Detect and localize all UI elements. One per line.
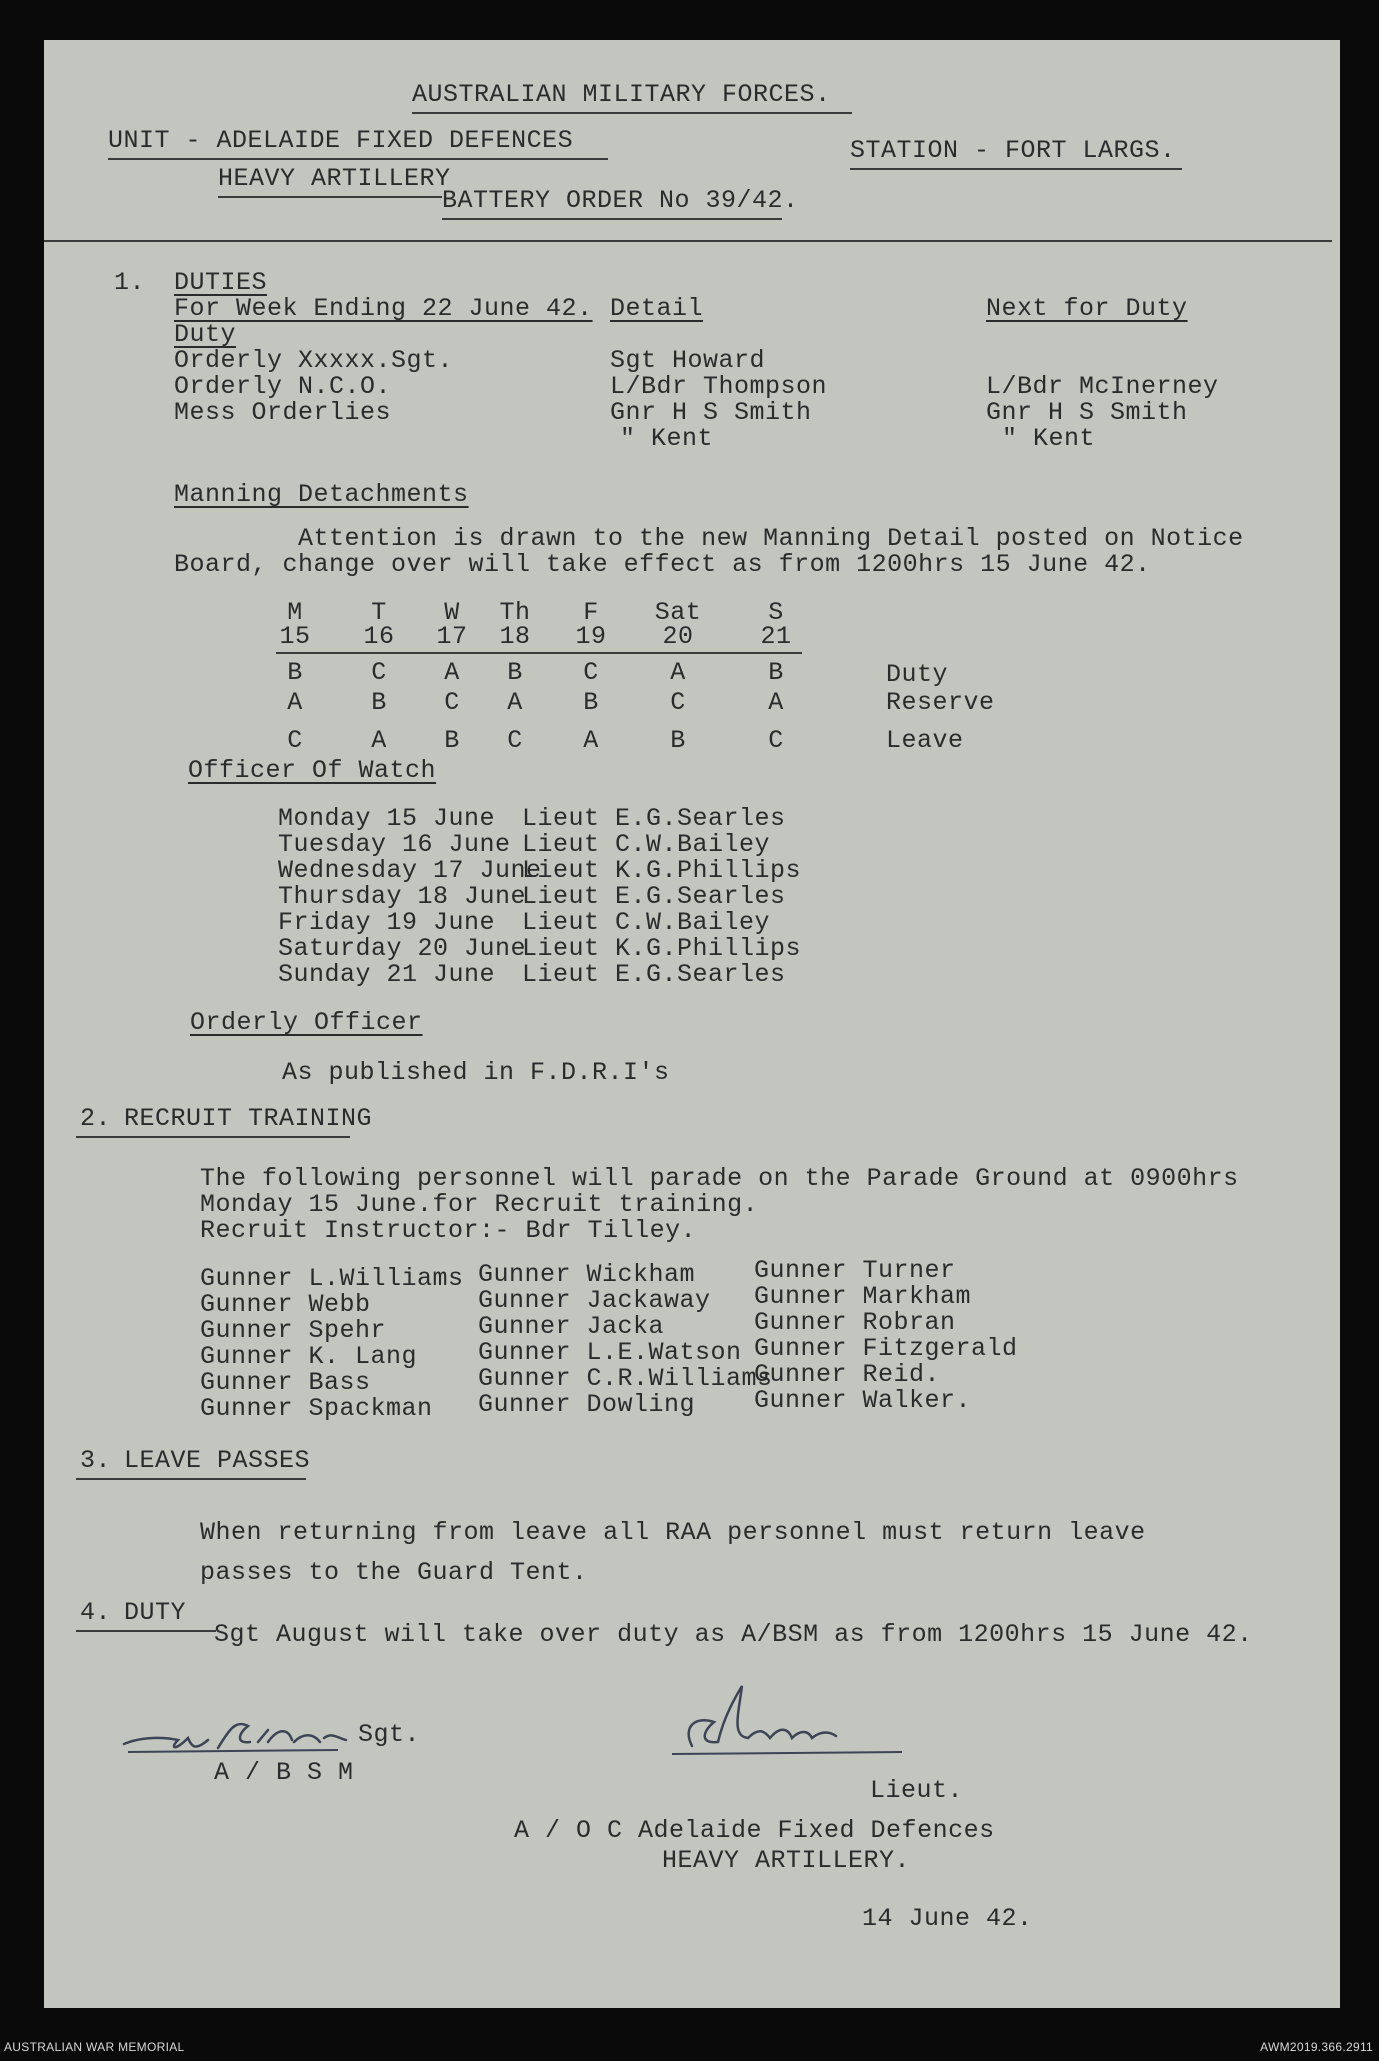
roster-day: S (768, 598, 784, 627)
section-2-underline (76, 1136, 350, 1138)
roster-leave-cell: B (670, 726, 686, 755)
next-for-duty-header: Next for Duty (986, 294, 1188, 323)
watch-officer: Lieut E.G.Searles (522, 960, 786, 989)
recruit-name: Gunner Spackman (200, 1394, 433, 1423)
battery-order-number: BATTERY ORDER No 39/42. (442, 186, 799, 215)
roster-leave-cell: A (583, 726, 599, 755)
duty-cell: Orderly Xxxxx.Sgt. (174, 346, 454, 375)
section-3-number: 3. (80, 1446, 112, 1475)
recruit-name: Gunner Reid. (754, 1360, 941, 1389)
orderly-officer-heading: Orderly Officer (190, 1008, 423, 1037)
duty-cell: Mess Orderlies (174, 398, 392, 427)
unit-underline (108, 158, 608, 160)
recruit-text-line-1: The following personnel will parade on the Parade Ground at 0900hrs (200, 1164, 1239, 1193)
unit-line: UNIT - ADELAIDE FIXED DEFENCES (108, 126, 574, 155)
roster-reserve-cell: B (371, 688, 387, 717)
recruit-name: Gunner Turner (754, 1256, 956, 1285)
watch-day: Thursday 18 June (278, 882, 527, 911)
roster-date: 20 (662, 622, 694, 651)
footer-credit: AUSTRALIAN WAR MEMORIAL (4, 2040, 185, 2054)
officer-of-watch-heading: Officer Of Watch (188, 756, 437, 785)
recruit-name: Gunner Walker. (754, 1386, 972, 1415)
section-4-heading: DUTY (124, 1598, 187, 1627)
roster-reserve-cell: A (287, 688, 303, 717)
roster-leave-cell: C (768, 726, 784, 755)
recruit-name: Gunner K. Lang (200, 1342, 418, 1371)
roster-duty-cell: A (670, 658, 686, 687)
orderly-officer-text: As published in F.D.R.I's (282, 1058, 670, 1087)
recruit-name: Gunner Spehr (200, 1316, 387, 1345)
bsm-rank: Sgt. (358, 1720, 421, 1749)
roster-duty-cell: B (768, 658, 784, 687)
roster-reserve-cell: C (444, 688, 460, 717)
recruit-name: Gunner Webb (200, 1290, 371, 1319)
roster-duty-cell: C (583, 658, 599, 687)
section-1-number: 1. (114, 268, 146, 297)
next-cell: L/Bdr McInerney (986, 372, 1219, 401)
header-rule (44, 240, 1332, 242)
detail-cell: Sgt Howard (610, 346, 766, 375)
watch-day: Friday 19 June (278, 908, 496, 937)
roster-date: 15 (279, 622, 311, 651)
roster-date: 16 (363, 622, 395, 651)
leave-passes-line-1: When returning from leave all RAA personnel must return leave (200, 1518, 1146, 1547)
recruit-name: Gunner Dowling (478, 1390, 696, 1419)
roster-reserve-cell: A (768, 688, 784, 717)
recruit-name: Gunner Robran (754, 1308, 956, 1337)
roster-leave-cell: A (371, 726, 387, 755)
roster-day: T (371, 598, 387, 627)
order-date: 14 June 42. (862, 1904, 1033, 1933)
recruit-name: Gunner C.R.Williams (478, 1364, 773, 1393)
section-2-heading: RECRUIT TRAINING (124, 1104, 373, 1133)
week-ending: For Week Ending 22 June 42. (174, 294, 593, 323)
recruit-name: Gunner Jacka (478, 1312, 665, 1341)
recruit-instructor: Recruit Instructor:- Bdr Tilley. (200, 1216, 697, 1245)
lieut-signature (652, 1676, 932, 1776)
section-3-heading: LEAVE PASSES (124, 1446, 311, 1475)
recruit-name: Gunner Wickham (478, 1260, 696, 1289)
section-4-underline (76, 1630, 216, 1632)
document-page (44, 40, 1340, 2008)
footer-accession-number: AWM2019.366.2911 (1260, 2040, 1373, 2054)
roster-duty-cell: B (507, 658, 523, 687)
oc-title-line-2: HEAVY ARTILLERY. (662, 1846, 911, 1875)
section-1-heading: DUTIES (174, 268, 268, 297)
manning-detachments-heading: Manning Detachments (174, 480, 469, 509)
station-underline (850, 168, 1182, 170)
section-2-number: 2. (80, 1104, 112, 1133)
roster-day: Th (499, 598, 531, 627)
watch-officer: Lieut E.G.Searles (522, 882, 786, 911)
lieut-rank: Lieut. (870, 1776, 964, 1805)
roster-day: M (287, 598, 303, 627)
oc-title-line-1: A / O C Adelaide Fixed Defences (514, 1816, 995, 1845)
recruit-name: Gunner L.Williams (200, 1264, 464, 1293)
roster-label-duty: Duty (886, 660, 949, 689)
leave-passes-line-2: passes to the Guard Tent. (200, 1558, 588, 1587)
roster-date: 21 (760, 622, 792, 651)
roster-date: 17 (436, 622, 468, 651)
bsm-title: A / B S M (214, 1758, 354, 1787)
roster-duty-cell: A (444, 658, 460, 687)
watch-day: Sunday 21 June (278, 960, 496, 989)
roster-label-reserve: Reserve (886, 688, 995, 717)
watch-day: Tuesday 16 June (278, 830, 511, 859)
roster-duty-cell: C (371, 658, 387, 687)
watch-officer: Lieut E.G.Searles (522, 804, 786, 833)
recruit-name: Gunner Fitzgerald (754, 1334, 1018, 1363)
watch-day: Wednesday 17 June (278, 856, 542, 885)
roster-day: W (444, 598, 460, 627)
roster-day: Sat (654, 598, 702, 627)
roster-label-leave: Leave (886, 726, 964, 755)
roster-reserve-cell: A (507, 688, 523, 717)
roster-leave-cell: B (444, 726, 460, 755)
station-line: STATION - FORT LARGS. (850, 136, 1176, 165)
detail-cell: " Kent (620, 424, 714, 453)
recruit-name: Gunner L.E.Watson (478, 1338, 742, 1367)
next-cell: Gnr H S Smith (986, 398, 1188, 427)
recruit-name: Gunner Jackaway (478, 1286, 711, 1315)
roster-leave-cell: C (287, 726, 303, 755)
title-underline (412, 112, 852, 114)
manning-text-line-2: Board, change over will take effect as from 1200hrs 15 June 42. (174, 550, 1151, 579)
watch-officer: Lieut C.W.Bailey (522, 908, 771, 937)
recruit-name: Gunner Bass (200, 1368, 371, 1397)
watch-officer: Lieut K.G.Phillips (522, 934, 802, 963)
watch-officer: Lieut C.W.Bailey (522, 830, 771, 859)
roster-date: 18 (499, 622, 531, 651)
roster-reserve-cell: B (583, 688, 599, 717)
watch-day: Saturday 20 June (278, 934, 527, 963)
recruit-text-line-2: Monday 15 June.for Recruit training. (200, 1190, 759, 1219)
roster-underline (276, 652, 802, 654)
detail-column-header: Detail (610, 294, 704, 323)
roster-leave-cell: C (507, 726, 523, 755)
recruit-name: Gunner Markham (754, 1282, 972, 1311)
watch-officer: Lieut K.G.Phillips (522, 856, 802, 885)
roster-reserve-cell: C (670, 688, 686, 717)
order-underline (442, 218, 782, 220)
duty-change-text: Sgt August will take over duty as A/BSM as from 1200hrs 15 June 42. (214, 1620, 1253, 1649)
duty-column-header: Duty (174, 320, 237, 349)
roster-duty-cell: B (287, 658, 303, 687)
section-3-underline (76, 1478, 306, 1480)
unit-line-2: HEAVY ARTILLERY (218, 164, 451, 193)
manning-text-line-1: Attention is drawn to the new Manning Detail posted on Notice (298, 524, 1244, 553)
section-4-number: 4. (80, 1598, 112, 1627)
unit2-underline (218, 196, 442, 198)
watch-day: Monday 15 June (278, 804, 496, 833)
document-title: AUSTRALIAN MILITARY FORCES. (412, 80, 831, 109)
detail-cell: L/Bdr Thompson (610, 372, 828, 401)
detail-cell: Gnr H S Smith (610, 398, 812, 427)
roster-day: F (583, 598, 599, 627)
next-cell: " Kent (1002, 424, 1096, 453)
duty-cell: Orderly N.C.O. (174, 372, 392, 401)
roster-date: 19 (575, 622, 607, 651)
